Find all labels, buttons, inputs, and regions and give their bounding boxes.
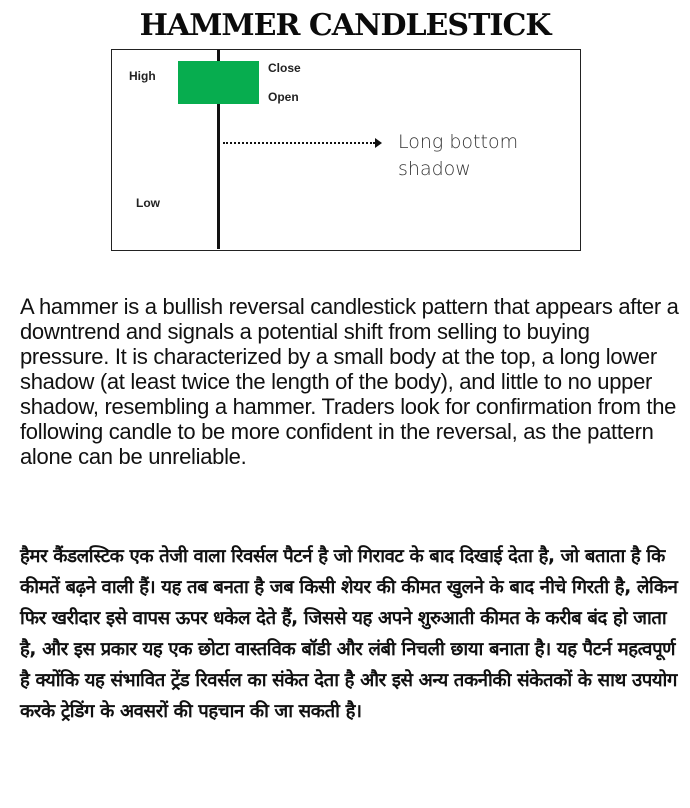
hindi-description: हैमर कैंडलस्टिक एक तेजी वाला रिवर्सल पैटर्न है जो गिरावट के बाद दिखाई देता है, जो बताता है कि कीमतें बढ़ने वाली हैं। यह तब बनता है जब किसी शेयर की कीमत खुलने के बाद नीचे गिरती है, लेकिन फिर खरीदार इसे वापस ऊपर धकेल देते हैं, जिससे यह अपने शुरुआती कीमत के करीब बंद हो जाता है, और इस प्रकार यह एक छोटा वास्तविक बॉडी और लंबी निचली छाया बनाता है। यह पैटर्न महत्वपूर्ण है क्योंकि यह संभावित ट्रेंड रिवर्सल का संकेत देता है और इसे अन्य तकनीकी संकेतकों के साथ उपयोग करके ट्रेडिंग के अवसरों की पहचान की जा सकती है। <box>20 546 678 722</box>
candle-body <box>178 61 259 104</box>
shadow-label-line2: shadow <box>398 158 471 180</box>
low-label: Low <box>136 196 160 210</box>
dotted-arrow-line <box>223 142 375 144</box>
page-title: HAMMER CANDLESTICK <box>139 8 551 43</box>
shadow-label-line1: Long bottom <box>398 131 519 153</box>
open-label: Open <box>268 90 299 104</box>
english-description: A hammer is a bullish reversal candlestick pattern that appears after a downtrend and signals a potential shift from selling to buying pressure. It is characterized by a small body at the top, a long lower shadow (at least twice the length of the body), and little to no upper shadow, resembling a hammer. Traders look for confirmation from the following candle to be more confident in the reversal, as the pattern alone can be unreliable. <box>20 294 679 469</box>
high-label: High <box>129 69 156 83</box>
candlestick-diagram <box>111 49 581 251</box>
arrow-head-icon <box>375 138 382 148</box>
close-label: Close <box>268 61 301 75</box>
long-bottom-shadow-label <box>398 129 518 183</box>
